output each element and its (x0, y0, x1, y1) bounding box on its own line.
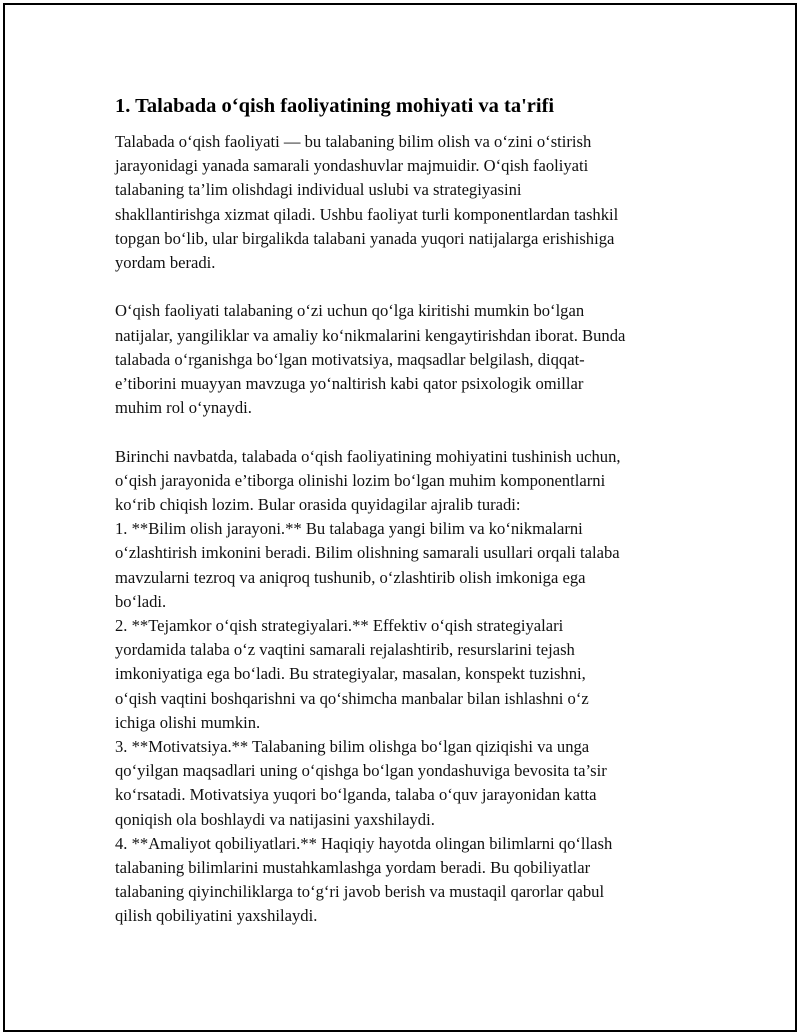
text-line: shakllantirishga xizmat qiladi. Ushbu faoliyat turli komponentlardan tashkil (115, 204, 619, 224)
text-line: mavzularni tezroq va aniqroq tushunib, o‘zlashtirib olish imkoniga ega (115, 567, 586, 587)
text-line: Birinchi navbatda, talabada o‘qish faoliyatining mohiyatini tushinish uchun, (115, 446, 621, 466)
text-line: talabaning qiyinchiliklarga to‘g‘ri javob berish va mustaqil qarorlar qabul (115, 882, 605, 902)
text-line: yordamida talaba o‘z vaqtini samarali rejalashtirib, resurslarini tejash (115, 640, 575, 660)
text-line: qoniqish ola boshlaydi va natijasini yaxshilaydi. (115, 809, 435, 829)
paragraph-3 (115, 445, 687, 929)
paragraph-spacer (115, 275, 687, 299)
text-line: yordam beradi. (115, 253, 216, 273)
text-line: O‘qish faoliyati talabaning o‘zi uchun qo‘lga kiritishi mumkin bo‘lgan (115, 301, 585, 321)
text-line: talabada o‘rganishga bo‘lgan motivatsiya, maqsadlar belgilash, diqqat- (115, 349, 585, 369)
text-line: o‘qish vaqtini boshqarishni va qo‘shimcha manbalar bilan ishlashni o‘z (115, 688, 589, 708)
paragraph-spacer (115, 420, 687, 444)
text-line: qo‘yilgan maqsadlari uning o‘qishga bo‘lgan yondashuviga bevosita ta’sir (115, 761, 607, 781)
text-line: talabaning ta’lim olishdagi individual uslubi va strategiyasini (115, 180, 522, 200)
document-body (115, 92, 687, 929)
paragraph-1 (115, 130, 687, 275)
text-line: natijalar, yangiliklar va amaliy ko‘nikmalarini kengaytirishdan iborat. Bunda (115, 325, 626, 345)
section-heading: 1. Talabada o‘qish faoliyatining mohiyati va ta'rifi (115, 95, 555, 117)
text-line: muhim rol o‘ynaydi. (115, 398, 252, 418)
text-line: jarayonidagi yanada samarali yondashuvlar majmuidir. O‘qish faoliyati (115, 156, 589, 176)
text-line: ko‘rib chiqish lozim. Bular orasida quyidagilar ajralib turadi: (115, 495, 521, 515)
text-line: talabaning bilimlarini mustahkamlashga yordam beradi. Bu qobiliyatlar (115, 858, 591, 878)
text-line: qilish qobiliyatini yaxshilaydi. (115, 906, 318, 926)
list-item-1: 1. **Bilim olish jarayoni.** Bu talabaga yangi bilim va ko‘nikmalarni (115, 519, 583, 539)
text-line: ko‘rsatadi. Motivatsiya yuqori bo‘lganda, talaba o‘quv jarayonidan katta (115, 785, 597, 805)
list-item-4: 4. **Amaliyot qobiliyatlari.** Haqiqiy hayotda olingan bilimlarni qo‘llash (115, 833, 613, 853)
list-item-2: 2. **Tejamkor o‘qish strategiyalari.** Effektiv o‘qish strategiyalari (115, 616, 564, 636)
list-item-3: 3. **Motivatsiya.** Talabaning bilim olishga bo‘lgan qiziqishi va unga (115, 737, 590, 757)
text-line: ichiga olishi mumkin. (115, 712, 261, 732)
text-line: e’tiborini muayyan mavzuga yo‘naltirish kabi qator psixologik omillar (115, 374, 584, 394)
text-line: Talabada o‘qish faoliyati — bu talabaning bilim olish va o‘zini o‘stirish (115, 132, 592, 151)
text-line: bo‘ladi. (115, 591, 167, 611)
text-line: topgan bo‘lib, ular birgalikda talabani yanada yuqori natijalarga erishishiga (115, 228, 615, 248)
text-line: o‘zlashtirish imkonini beradi. Bilim olishning samarali usullari orqali talaba (115, 543, 620, 563)
text-line: imkoniyatiga ega bo‘ladi. Bu strategiyalar, masalan, konspekt tuzishni, (115, 664, 586, 684)
text-line: o‘qish jarayonida e’tiborga olinishi lozim bo‘lgan muhim komponentlarni (115, 470, 606, 490)
paragraph-2 (115, 299, 687, 420)
